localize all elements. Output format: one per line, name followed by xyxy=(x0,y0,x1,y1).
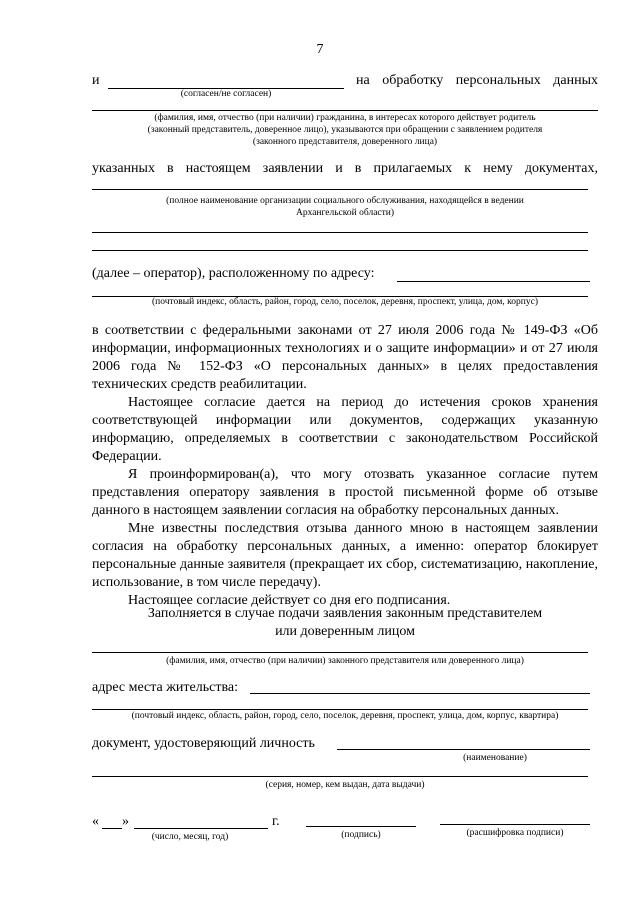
residence-hint: (почтовый индекс, область, район, город, село, поселок, деревня, проспект, улица, дом, корпус, квартира) xyxy=(131,711,559,721)
year-suffix: г. xyxy=(272,814,280,829)
consent-processing-label: на обработку персональных данных xyxy=(356,73,598,88)
id-document-name-hint: (наименование) xyxy=(463,753,527,763)
representative-name-hint: (фамилия, имя, отчество (при наличии) законного представителя или доверенного лица) xyxy=(166,656,524,666)
date-quote-close: » xyxy=(122,814,129,829)
date-hint: (число, месяц, год) xyxy=(151,832,229,842)
person-hint-1: (фамилия, имя, отчество (при наличии) гражданина, в интересах которого действует родитель xyxy=(154,113,536,123)
page-number: 7 xyxy=(316,42,324,57)
residence-label: адрес места жительства: xyxy=(92,680,238,695)
operator-address-field[interactable] xyxy=(397,281,590,282)
consent-body-text xyxy=(92,322,598,610)
person-hint-3: (законного представителя, доверенного лица) xyxy=(252,137,438,147)
date-quote-open: « xyxy=(92,814,99,829)
date-month-year-field[interactable] xyxy=(134,828,268,829)
signature-hint: (подпись) xyxy=(341,830,381,840)
body-paragraph-2: Настоящее согласие дается на период до истечения сроков хранения соответствующей информации или документов, содержащих указанную информацию, определяемых в соответствии с законодательством Российской Федерации. xyxy=(92,395,598,464)
signature-field[interactable] xyxy=(306,826,416,827)
org-hint-2: Архангельской области) xyxy=(295,208,395,218)
body-paragraph-3: Я проинформирован(а), что могу отозвать указанное согласие путем представления оператору заявления в простой письменной форме об отзыве данного в настоящем заявлении согласия на обработку персональных данных. xyxy=(92,467,598,518)
org-hint-1: (полное наименование организации социального обслуживания, находящейся в ведении xyxy=(166,196,524,206)
person-name-field[interactable] xyxy=(92,110,598,111)
consent-choice-hint: (согласен/не согласен) xyxy=(180,89,272,99)
residence-field-2[interactable] xyxy=(92,709,588,710)
body-paragraph-5: Настоящее согласие действует со дня его подписания. xyxy=(128,593,451,608)
representative-name-field[interactable] xyxy=(92,652,588,653)
signature-decode-hint: (расшифровка подписи) xyxy=(466,828,564,838)
org-name-field-3[interactable] xyxy=(92,250,588,251)
signature-decode-field[interactable] xyxy=(440,824,590,825)
residence-field[interactable] xyxy=(250,693,590,694)
person-hint-2: (законный представитель, доверенное лицо), указываются при обращении с заявлением родителя xyxy=(147,125,543,135)
org-name-field[interactable] xyxy=(92,189,588,190)
specified-docs-line: указанных в настоящем заявлении и в прилагаемых к нему документах, xyxy=(92,161,598,176)
consent-and-label: и xyxy=(92,73,100,88)
id-document-name-field[interactable] xyxy=(337,749,590,750)
date-day-field[interactable] xyxy=(102,828,122,829)
org-name-field-2[interactable] xyxy=(92,232,588,233)
id-document-details-hint: (серия, номер, кем выдан, дата выдачи) xyxy=(265,780,425,790)
representative-heading-2: или доверенным лицом xyxy=(275,624,415,639)
representative-heading-1: Заполняется в случае подачи заявления законным представителем xyxy=(147,606,543,621)
operator-address-hint: (почтовый индекс, область, район, город, село, поселок, деревня, проспект, улица, дом, корпус) xyxy=(151,297,538,307)
body-paragraph-1: в соответствии с федеральными законами от 27 июля 2006 года № 149-ФЗ «Об информации, информационных технологиях и о защите информации» и от 27 июля 2006 года № 152-ФЗ «О персональных данных» в целях предоставления технических средств реабилитации. xyxy=(92,323,598,392)
id-document-label: документ, удостоверяющий личность xyxy=(92,736,315,751)
body-paragraph-4: Мне известны последствия отзыва данного мною в настоящем заявлении согласия на обработку персональных данных, а именно: оператор блокирует персональные данные заявителя (прекращает их сбор, систематизацию, накопление, использование, в том числе передачу). xyxy=(92,521,598,590)
operator-address-label: (далее – оператор), расположенному по адресу: xyxy=(92,266,375,281)
id-document-details-field[interactable] xyxy=(92,776,588,777)
